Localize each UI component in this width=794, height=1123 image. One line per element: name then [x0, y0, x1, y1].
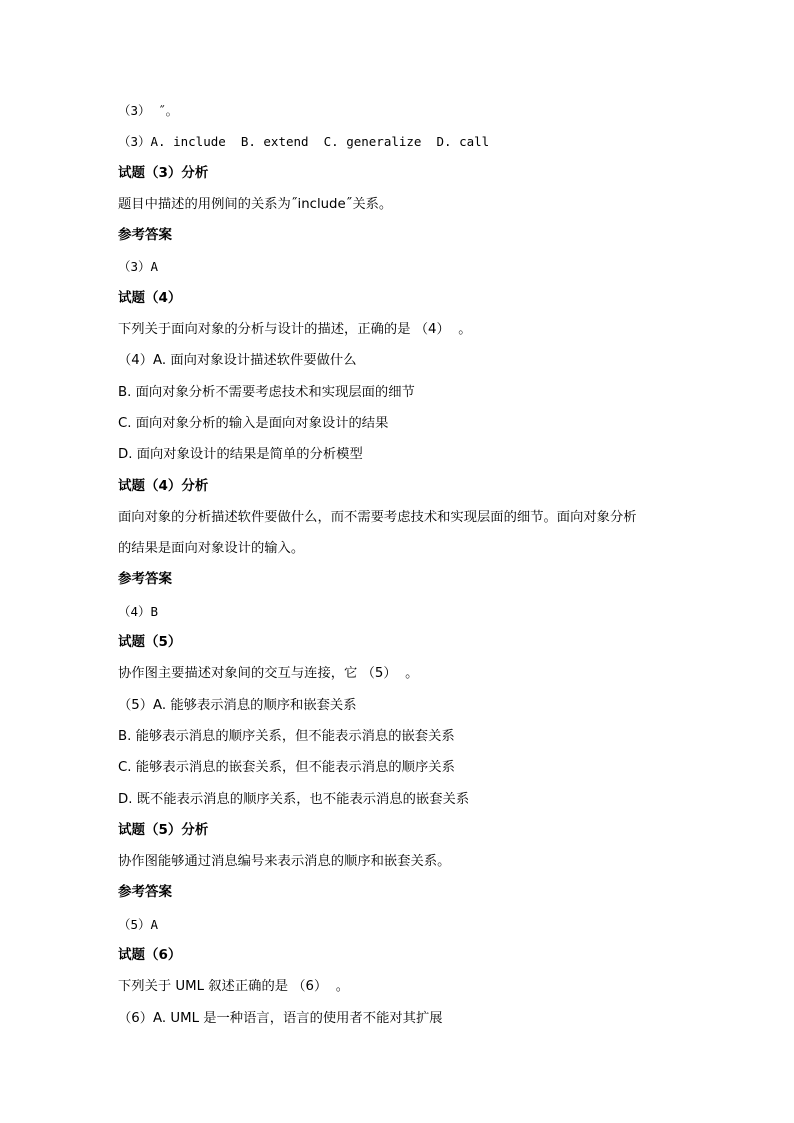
question-4-answer-heading: 参考答案 — [118, 571, 172, 588]
question-3-answer: （3）A — [118, 259, 159, 275]
question-4-option-c: C. 面向对象分析的输入是面向对象设计的结果 — [118, 415, 389, 431]
question-4-stem: 下列关于面向对象的分析与设计的描述，正确的是 （4） 。 — [118, 322, 472, 338]
question-6-stem: 下列关于 UML 叙述正确的是 （6） 。 — [118, 979, 350, 995]
question-5-option-b: B. 能够表示消息的顺序关系，但不能表示消息的嵌套关系 — [118, 728, 455, 744]
question-4-analysis-text-1: 面向对象的分析描述软件要做什么，而不需要考虑技术和实现层面的细节。面向对象分析 — [118, 509, 637, 525]
question-5-option-d: D. 既不能表示消息的顺序关系，也不能表示消息的嵌套关系 — [118, 791, 470, 807]
question-5-answer: （5）A — [118, 916, 159, 932]
question-4-option-d: D. 面向对象设计的结果是简单的分析模型 — [118, 447, 363, 463]
document-page — [118, 95, 678, 1034]
question-4-analysis-heading: 试题（4）分析 — [118, 477, 209, 494]
question-6-option-a: （6）A. UML 是一种语言，语言的使用者不能对其扩展 — [118, 1010, 443, 1026]
question-5-analysis-heading: 试题（5）分析 — [118, 821, 209, 838]
question-5-heading: 试题（5） — [118, 634, 182, 651]
question-4-option-b: B. 面向对象分析不需要考虑技术和实现层面的细节 — [118, 384, 415, 400]
question-3-answer-heading: 参考答案 — [118, 227, 172, 244]
question-3-stem: （3） ˝。 — [118, 103, 179, 118]
question-4-option-a: （4）A. 面向对象设计描述软件要做什么 — [118, 353, 357, 369]
question-4-answer: （4）B — [118, 603, 159, 619]
question-5-option-c: C. 能够表示消息的嵌套关系，但不能表示消息的顺序关系 — [118, 760, 455, 776]
question-5-answer-heading: 参考答案 — [118, 884, 172, 901]
question-3-options: （3）A. include B. extend C. generalize D. call — [118, 134, 490, 150]
question-6-heading: 试题（6） — [118, 947, 182, 964]
question-4-analysis-text-2: 的结果是面向对象设计的输入。 — [118, 541, 305, 557]
question-5-stem: 协作图主要描述对象间的交互与连接，它 （5） 。 — [118, 666, 419, 682]
question-3-analysis-heading: 试题（3）分析 — [118, 164, 209, 181]
question-4-heading: 试题（4） — [118, 289, 182, 306]
question-5-analysis-text: 协作图能够通过消息编号来表示消息的顺序和嵌套关系。 — [118, 854, 451, 870]
question-5-option-a: （5）A. 能够表示消息的顺序和嵌套关系 — [118, 697, 357, 713]
question-3-analysis-text: 题目中描述的用例间的关系为˝include˝关系。 — [118, 196, 393, 212]
